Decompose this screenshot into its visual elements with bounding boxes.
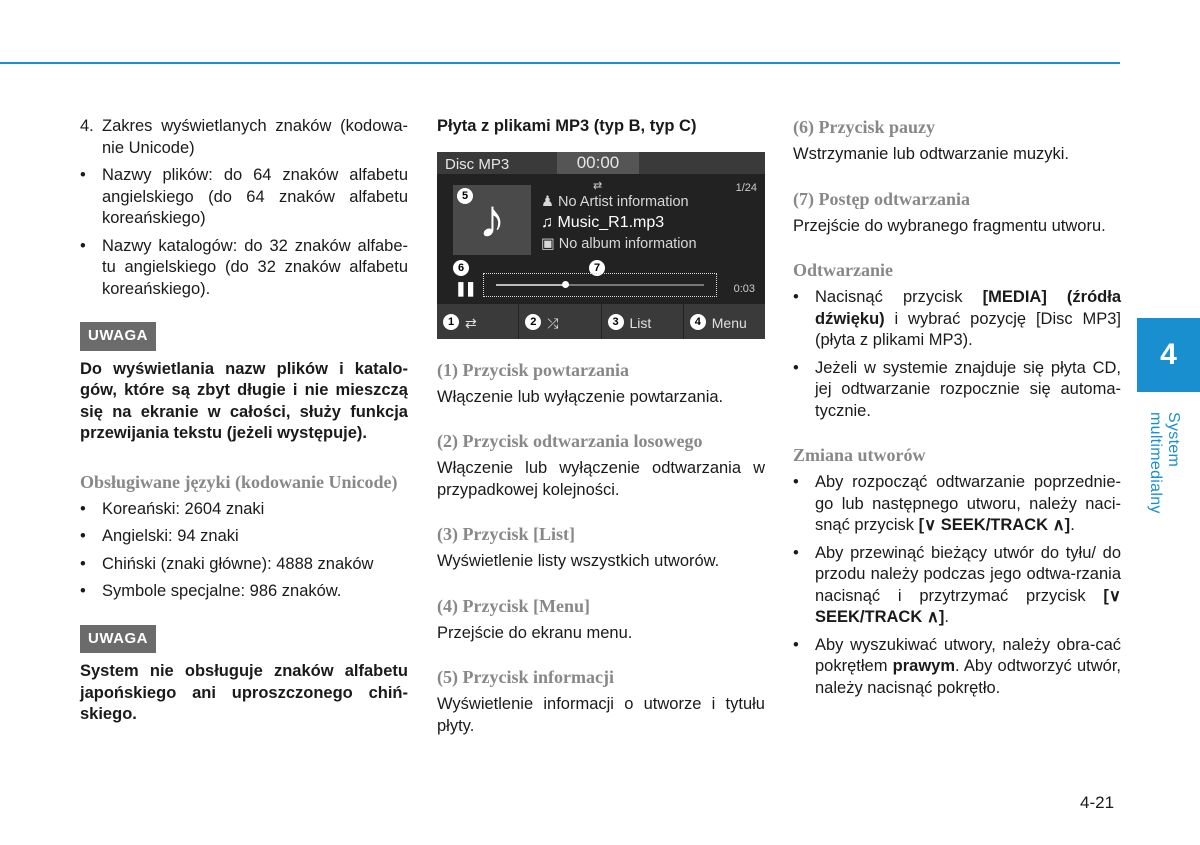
section-title: (6) Przycisk pauzy <box>793 117 935 137</box>
menu-button[interactable]: 4 Menu <box>684 304 765 339</box>
chapter-label: System multimedialny <box>1147 412 1182 514</box>
screen-button-row <box>437 304 765 339</box>
top-rule <box>0 62 1120 64</box>
section-menu <box>437 595 765 645</box>
callout-6: 6 <box>453 260 469 276</box>
list-item: • Nazwy plików: do 64 znaków alfabetu angielskiego (do 64 znaków alfabetu koreańskiego) <box>80 166 408 227</box>
progress-fill <box>496 284 565 286</box>
artist-info[interactable]: ♟ No Artist information <box>541 193 689 210</box>
warning-label: UWAGA <box>80 322 156 351</box>
section-text: Przejście do ekranu menu. <box>437 623 633 642</box>
section-playback <box>793 259 1121 422</box>
list-item: • Jeżeli w systemie znajduje się płyta CD, jej odtwarzanie rozpocznie się automa-tycznie. <box>793 358 1121 420</box>
callout-7: 7 <box>589 260 605 276</box>
section-title: (4) Przycisk [Menu] <box>437 595 590 616</box>
repeat-button[interactable]: 1 ⇄ <box>437 304 519 339</box>
warning-label: UWAGA <box>80 625 156 654</box>
section-text: Wyświetlenie informacji o utworze i tytułu płyty. <box>437 695 765 735</box>
section-title: (1) Przycisk powtarzania <box>437 359 629 380</box>
shuffle-button[interactable]: 2 ⤮ <box>519 304 601 339</box>
list-item: • Symbole specjalne: 986 znaków. <box>80 582 342 600</box>
section-text: Włączenie lub wyłączenie odtwarzania w przypadkowej kolejności. <box>437 459 765 499</box>
screen-title-bar <box>437 152 765 174</box>
section-progress <box>793 188 1121 238</box>
music-note-icon: ♫ <box>541 213 558 231</box>
warning-text: Do wyświetlania nazw plików i katalo-gów, które są zbyt długie i nie mieszczą się na ekranie w całości, służy funkcja przewijania tekstu (jeżeli występuje). <box>80 359 408 442</box>
player-screen <box>437 152 765 339</box>
repeat-icon: ⇄ <box>593 179 603 192</box>
list-item: • Aby przewinąć bieżący utwór do tyłu/ do przodu należy podczas jego odtwa-rzania nacisnąć i przytrzymać przycisk [∨ SEEK/TRACK ∧]. <box>793 543 1121 626</box>
mp3-heading: Płyta z plikami MP3 (typ B, typ C) <box>437 117 697 135</box>
list-item: • Angielski: 94 znaki <box>80 527 239 545</box>
album-icon: ▣ <box>541 235 559 252</box>
section-title: Zmiana utworów <box>793 445 926 465</box>
chapter-tab: 4 <box>1137 318 1200 392</box>
warning-box-1 <box>80 322 408 445</box>
track-info[interactable]: ♫ Music_R1.mp3 <box>541 213 665 231</box>
section-repeat <box>437 359 765 409</box>
repeat-icon: ⇄ <box>465 314 477 331</box>
elapsed-time: 0:03 <box>733 282 755 295</box>
artist-icon: ♟ <box>541 193 559 210</box>
column-2 <box>437 116 765 737</box>
column-1 <box>80 116 408 726</box>
section-text: Przejście do wybranego fragmentu utworu. <box>793 216 1106 235</box>
list-item: 4. Zakres wyświetlanych znaków (kodowa-nie Unicode) <box>80 117 408 157</box>
languages-heading: Obsługiwane języki (kodowanie Unicode) <box>80 471 398 492</box>
album-info[interactable]: ▣ No album information <box>541 235 697 252</box>
progress-knob[interactable] <box>562 281 569 288</box>
section-change <box>793 444 1121 699</box>
section-title: Odtwarzanie <box>793 260 893 280</box>
screen-time: 00:00 <box>557 152 639 174</box>
section-title: (2) Przycisk odtwarzania losowego <box>437 431 703 451</box>
section-shuffle <box>437 430 765 501</box>
list-item: • Aby wyszukiwać utwory, należy obra-cać pokrętłem prawym. Aby odtworzyć utwór, należy nacisnąć pokrętło. <box>793 635 1122 697</box>
list-button[interactable]: 3 List <box>602 304 684 339</box>
section-pause <box>793 116 1121 166</box>
progress-track <box>496 284 704 286</box>
warning-text: System nie obsługuje znaków alfabetu japońskiego ani uproszczonego chiń-skiego. <box>80 662 408 723</box>
section-info <box>437 666 765 737</box>
list-item: • Nacisnąć przycisk [MEDIA] (źródła dźwięku) i wybrać pozycję [Disc MP3] (płyta z plikami MP3). <box>793 288 1121 349</box>
progress-bar[interactable] <box>483 273 717 297</box>
page-number: 4-21 <box>1080 793 1115 812</box>
section-text: Włączenie lub wyłączenie powtarzania. <box>437 387 724 406</box>
callout-5: 5 <box>457 188 473 204</box>
list-item: • Chiński (znaki główne): 4888 znaków <box>80 554 374 573</box>
music-note-icon: ♪ <box>478 188 506 249</box>
list-item: • Koreański: 2604 znaki <box>80 499 265 518</box>
section-list <box>437 523 765 573</box>
screen-title: Disc MP3 <box>445 155 510 173</box>
list-item: • Aby rozpocząć odtwarzanie poprzednie-go lub następnego utworu, należy naci-snąć przycisk [∨ SEEK/TRACK ∧]. <box>793 473 1121 534</box>
shuffle-icon: ⤮ <box>547 314 559 331</box>
column-3 <box>793 116 1121 705</box>
section-text: Wyświetlenie listy wszystkich utworów. <box>437 552 720 570</box>
languages-section <box>80 471 408 603</box>
section-title: (3) Przycisk [List] <box>437 524 575 544</box>
section-title: (7) Postęp odtwarzania <box>793 188 970 209</box>
pause-icon[interactable]: ❚❚ <box>455 279 475 296</box>
list-item: • Nazwy katalogów: do 32 znaków alfabe-tu angielskiego (do 32 znaków alfabetu koreańskiego). <box>80 236 408 298</box>
section-text: Wstrzymanie lub odtwarzanie muzyki. <box>793 145 1070 163</box>
warning-box-2 <box>80 625 408 726</box>
track-count: 1/24 <box>735 181 757 194</box>
section-title: (5) Przycisk informacji <box>437 667 614 687</box>
